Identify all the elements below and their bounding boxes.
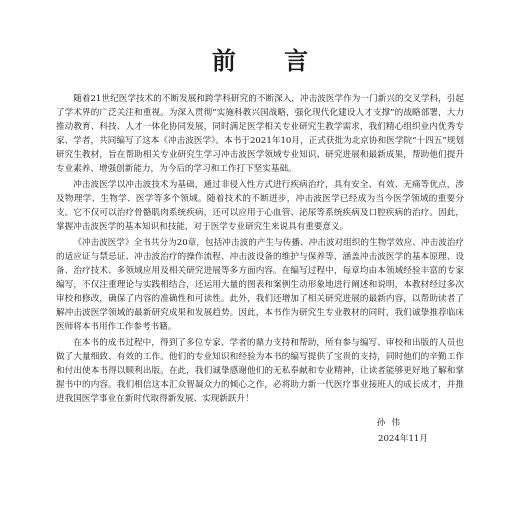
- paragraph-1: 随着21世纪医学技术的不断发展和跨学科研究的不断深入，冲击波医学作为一门新兴的交叉学科，引起了学术界的广泛关注和重视。为深入贯彻“实施科教兴国战略，强化现代化建设人才支撑”的战略部署，大力推动教育、科技、人才一体化协同发展，同时满足医学相关专业研究生教学需求，我们精心组织业内优秀专家、学者，共同编写了这本《冲击波医学》。本书于2021年10月，正式获批为北京协和医学院“十四五”规划研究生教材，旨在帮助相关专业研究生学习冲击波医学领域专业知识、研究进展和最新成果，帮助他们提升专业素养、增强创新能力，为今后的学习和工作打下坚实基础。: [56, 94, 464, 174]
- page-title: 前 言: [211, 46, 329, 75]
- document-page: [56, 30, 464, 446]
- paragraph-4: 在本书的成书过程中，得到了多位专家、学者的鼎力支持和帮助，所有参与编写、审校和出版的人员也做了大量细致、有效的工作。他们的专业知识和经验为本书的编写提供了宝贵的支持，同时他们的辛勤工作和付出使本书得以顺利出版。在此，我们诚挚感谢他们的无私奉献和专业精神，让读者能够更好地了解和掌握书中的内容。我们相信这本汇众智凝众力的倾心之作，必将助力新一代医疗事业接班人的成长成才，并推进我国医学事业在新时代取得新发展、实现新跃升！: [56, 338, 464, 404]
- signature-date: 2024年11月: [378, 434, 428, 444]
- paragraph-3: 《冲击波医学》全书共分为20章，包括冲击波的产生与传播、冲击波对组织的生物学效应、冲击波治疗的适应证与禁忌证、冲击波治疗的操作流程、冲击波设备的维护与保养等，涵盖冲击波医学的基本原理、设备、治疗技术、多领域应用及相关研究进展等多方面内容。在编写过程中，每章均由本领域经验丰富的专家编写，不仅注重理论与实践相结合，还运用大量的图表和案例生动形象地进行阐述和说明，本教材经过多次审校和修改，确保了内容的准确性和可读性。此外，我们还增加了相关研究进展的最新内容，以帮助读者了解冲击波医学领域的最新研究成果和发展趋势。因此，本书作为研究生专业教材的同时，我们诚挚推荐临床医师将本书用作工作参考书籍。: [56, 238, 464, 332]
- signature-author: 孙伟: [376, 418, 406, 428]
- paragraph-2: 冲击波医学以冲击波技术为基础，通过非侵入性方式进行疾病治疗，具有安全、有效、无痛等优点，涉及物理学、生物学、医学等多个领域。随着技术的不断进步，冲击波医学已经成为当今医学领域的重要分支。它不仅可以治疗骨骼肌肉系统疾病，还可以应用于心血管、泌尿等系统疾病及口腔疾病的治疗。因此，掌握冲击波医学的基本知识和技能，对于医学专业研究生来说具有重要意义。: [56, 180, 464, 232]
